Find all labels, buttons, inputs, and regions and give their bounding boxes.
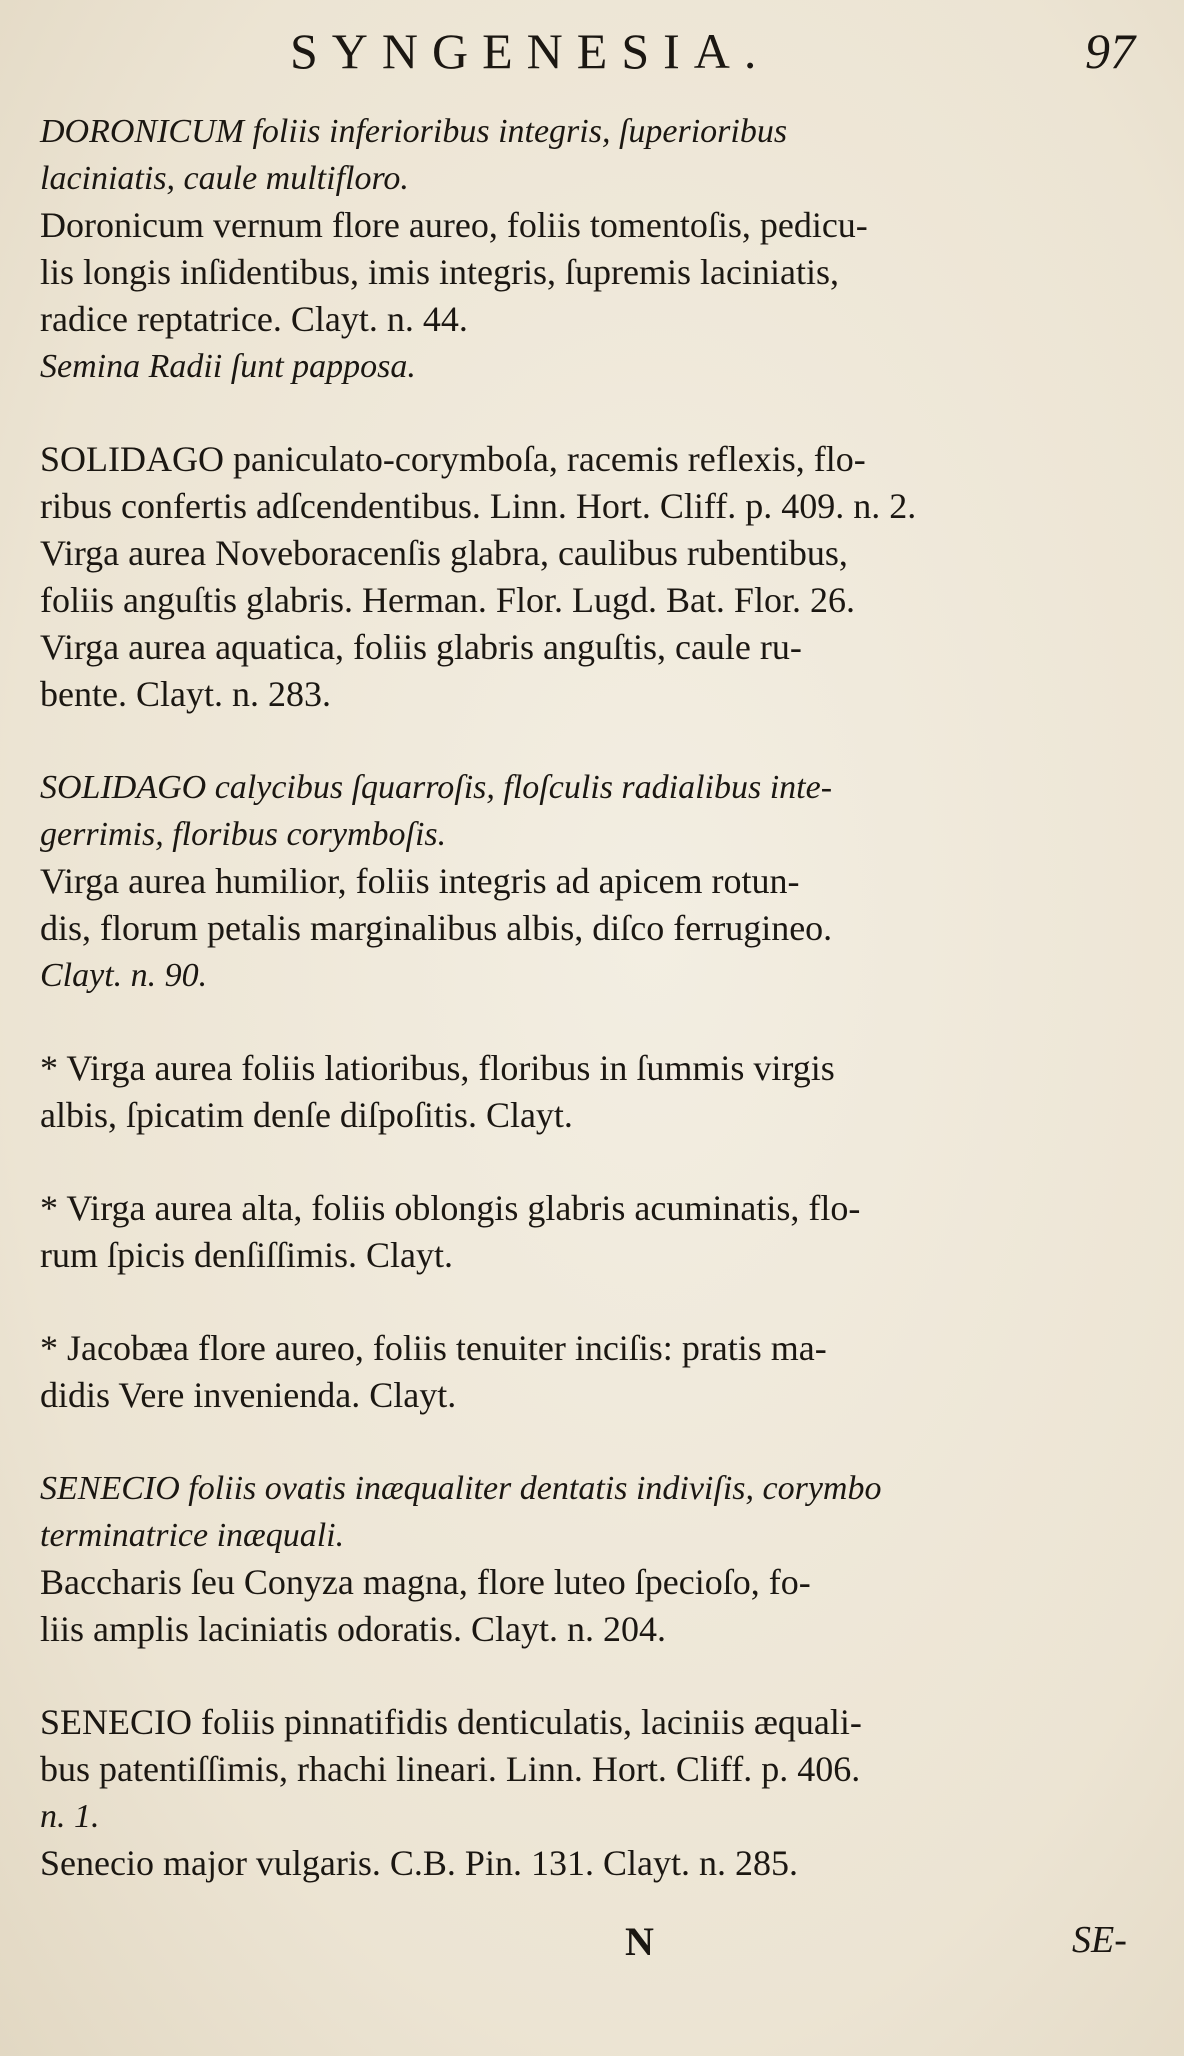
text-line: bente. Clayt. n. 283. [40, 674, 331, 714]
species-entry [40, 764, 1148, 999]
text-line: Semina Radii ſunt papposa. [40, 348, 416, 385]
catchword: SE- [1072, 1919, 1127, 1961]
text-line: liis amplis laciniatis odoratis. Clayt. n. 204. [40, 1609, 666, 1649]
entry-spacer [40, 1139, 1148, 1185]
signature-mark: N [625, 1919, 654, 1964]
text-line: rum ſpicis denſiſſimis. Clayt. [40, 1235, 453, 1275]
text-line: n. 1. [40, 1798, 100, 1835]
text-line: foliis anguſtis glabris. Herman. Flor. Lugd. Bat. Flor. 26. [40, 580, 855, 620]
species-entry [40, 1185, 1148, 1279]
text-line: DORONICUM foliis inferioribus integris, ſuperioribus [40, 113, 788, 150]
text-line: Clayt. n. 90. [40, 957, 208, 994]
text-line: albis, ſpicatim denſe diſpoſitis. Clayt. [40, 1095, 573, 1135]
text-line: SOLIDAGO calycibus ſquarroſis, floſculis radialibus inte- [40, 769, 833, 806]
text-line: ribus confertis adſcendentibus. Linn. Hort. Cliff. p. 409. n. 2. [40, 486, 917, 526]
entry-spacer [40, 1279, 1148, 1325]
species-entry [40, 436, 1148, 718]
page-number: 97 [1085, 23, 1135, 79]
text-line: gerrimis, floribus corymboſis. [40, 816, 447, 853]
text-line: * Jacobæa flore aureo, foliis tenuiter inciſis: pratis ma- [40, 1328, 827, 1368]
text-line: SENECIO foliis ovatis inæqualiter dentatis indiviſis, corymbo [40, 1470, 882, 1507]
text-line: terminatrice inæquali. [40, 1517, 345, 1554]
species-entry [40, 1045, 1148, 1139]
text-line: Virga aurea aquatica, foliis glabris anguſtis, caule ru- [40, 627, 802, 667]
text-line: Doronicum vernum flore aureo, foliis tomentoſis, pedicu- [40, 205, 868, 245]
species-entry [40, 1325, 1148, 1419]
entry-spacer [40, 1419, 1148, 1465]
page-footer [0, 1918, 1184, 1978]
entry-spacer [40, 1653, 1148, 1699]
text-line: laciniatis, caule multifloro. [40, 160, 409, 197]
text-line: Virga aurea humilior, foliis integris ad apicem rotun- [40, 861, 800, 901]
text-line: dis, florum petalis marginalibus albis, diſco ferrugineo. [40, 908, 833, 948]
text-line: lis longis inſidentibus, imis integris, ſupremis laciniatis, [40, 252, 839, 292]
running-title: SYNGENESIA. [290, 23, 771, 79]
text-line: * Virga aurea foliis latioribus, floribus in ſummis virgis [40, 1048, 835, 1088]
species-entry [40, 108, 1148, 390]
text-line: SOLIDAGO paniculato-corymboſa, racemis reflexis, flo- [40, 439, 866, 479]
text-line: radice reptatrice. Clayt. n. 44. [40, 299, 468, 339]
text-line: Senecio major vulgaris. C.B. Pin. 131. Clayt. n. 285. [40, 1843, 798, 1883]
entry-spacer [40, 390, 1148, 436]
text-line: Virga aurea Noveboracenſis glabra, caulibus rubentibus, [40, 533, 848, 573]
text-line: bus patentiſſimis, rhachi lineari. Linn. Hort. Cliff. p. 406. [40, 1749, 861, 1789]
species-entry [40, 1699, 1148, 1887]
text-line: didis Vere invenienda. Clayt. [40, 1375, 457, 1415]
entry-spacer [40, 718, 1148, 764]
text-line: Baccharis ſeu Conyza magna, flore luteo ſpecioſo, fo- [40, 1562, 811, 1602]
species-entry [40, 1465, 1148, 1653]
entry-spacer [40, 999, 1148, 1045]
page-body [40, 108, 1148, 1887]
text-line: * Virga aurea alta, foliis oblongis glabris acuminatis, flo- [40, 1188, 861, 1228]
page-header [0, 22, 1184, 82]
text-line: SENECIO foliis pinnatifidis denticulatis, laciniis æquali- [40, 1702, 862, 1742]
